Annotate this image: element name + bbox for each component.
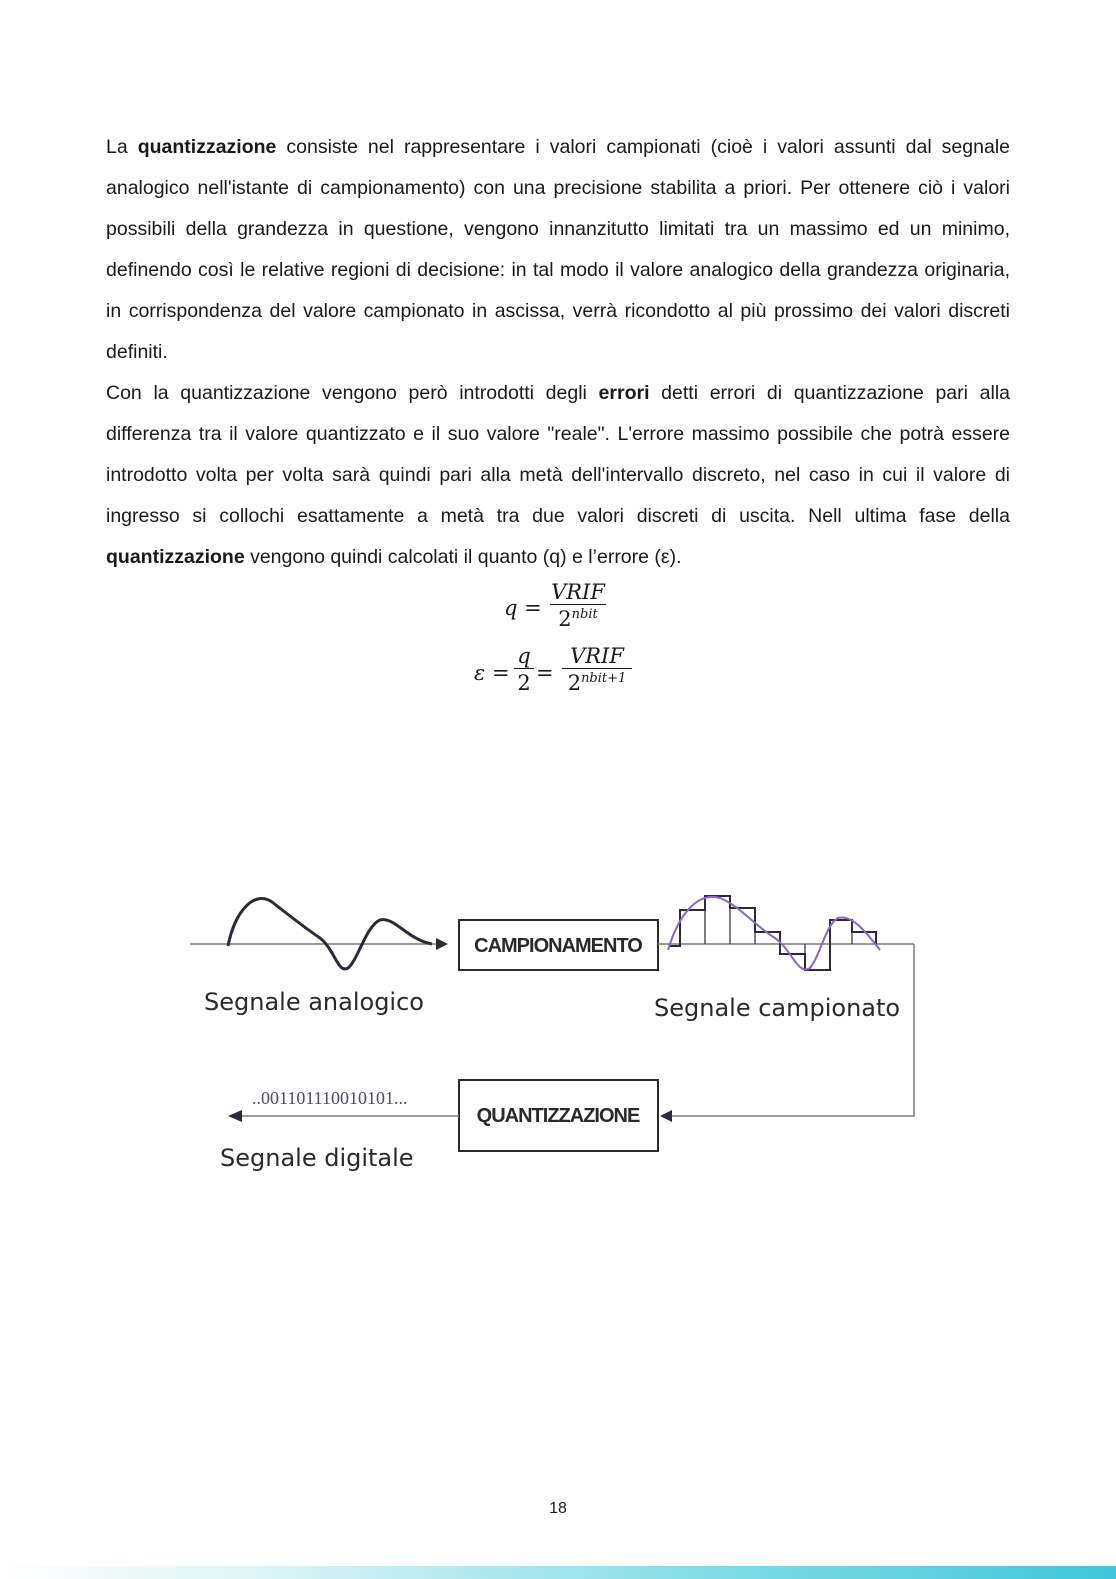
arrow-into-sampling xyxy=(436,938,448,950)
feedback-line xyxy=(670,944,914,1116)
formula-error-fraction-1: $\frac{q}{2}$ xyxy=(514,644,534,695)
formula-error-equals: = xyxy=(536,661,554,685)
arrow-into-quantization xyxy=(660,1110,672,1122)
sampled-analog-overlay xyxy=(668,897,880,970)
formula-error xyxy=(474,644,654,706)
formula-error-fraction-2: VRIF $2^{nbit+1}$ xyxy=(562,644,632,695)
formula-quantum-fraction: VRIF $2^{nbit}$ xyxy=(551,580,605,631)
term-quantizzazione: quantizzazione xyxy=(137,136,277,158)
label-sampled-signal: Segnale campionato xyxy=(654,994,901,1022)
term-errori: errori xyxy=(598,382,650,404)
formula-quantum xyxy=(500,580,640,640)
sampled-staircase xyxy=(670,896,876,970)
quantization-block-label: QUANTIZZAZIONE xyxy=(476,1105,640,1127)
footer-gradient-bar xyxy=(0,1566,1116,1579)
arrow-digital-output xyxy=(228,1110,242,1122)
formula-quantum-lhs: q = xyxy=(504,596,542,620)
label-analog-signal: Segnale analogico xyxy=(204,988,424,1016)
quantization-diagram xyxy=(180,880,940,1200)
sampling-block-label: CAMPIONAMENTO xyxy=(474,935,642,957)
analog-waveform xyxy=(228,899,432,969)
paragraph-quantization-definition: La quantizzazione consiste nel rappresentare i valori campionati (cioè i valori assunti dal segnale analogico nell'istante di campionamento) con una precisione stabilita a priori. Per ottenere ciò i valori possibili della grandezza in questione, vengono innanzitutto limitati tra un massimo ed un minimo, definendo così le relative regioni di decisione: in tal modo il valore analogico della grandezza originaria, in corrispondenza del valore campionato in ascissa, verrà ricondotto al più prossimo dei valori discreti definiti. xyxy=(106,136,1010,363)
formula-error-lhs: ε = xyxy=(474,661,510,685)
term-quantizzazione-2: quantizzazione xyxy=(106,546,245,568)
bitstream-text: ..001101110010101... xyxy=(252,1088,408,1108)
body-text xyxy=(106,127,1010,578)
paragraph-quantization-error: Con la quantizzazione vengono però introdotti degli errori detti errori di quantizzazione pari alla differenza tra il valore quantizzato e il suo valore "reale". L'errore massimo possibile che potrà essere introdotto volta per volta sarà quindi pari alla metà dell'intervallo discreto, nel caso in cui il valore di ingresso si collochi esattamente a metà tra due valori discreti di uscita. Nell ultima fase della quantizzazione vengono quindi calcolati il quanto (q) e l’errore (ε). xyxy=(106,382,1010,568)
label-digital-signal: Segnale digitale xyxy=(220,1144,414,1172)
page-number: 18 xyxy=(549,1500,567,1517)
